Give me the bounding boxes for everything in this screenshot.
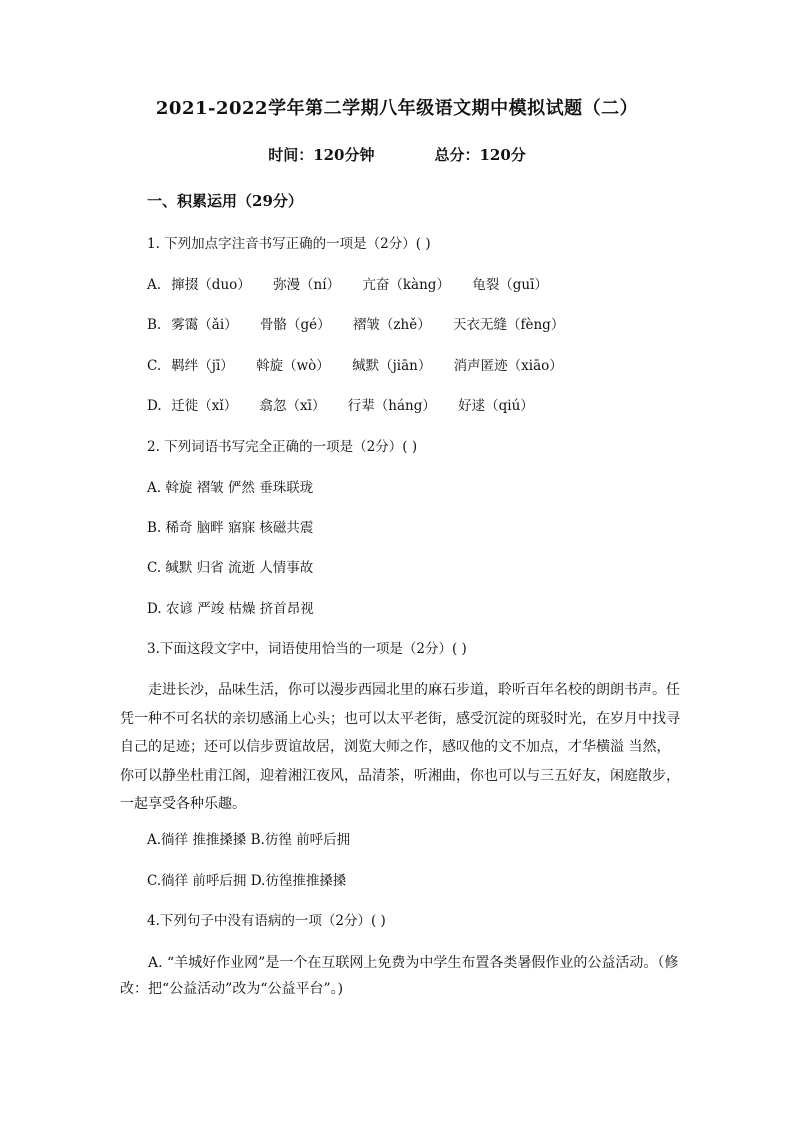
exam-time: 时间：120分钟 xyxy=(268,146,375,164)
option-word: 天衣无缝（fèng） xyxy=(453,317,565,333)
option-word: 骨骼（gé） xyxy=(259,317,331,333)
option-word: 撺掇（duo） xyxy=(171,277,251,293)
option-word: 迁徙（xǐ） xyxy=(171,398,238,414)
exam-score: 总分：120分 xyxy=(434,146,526,164)
q1-option-d xyxy=(147,396,552,416)
q3-option-ab: A.徜徉 推推搡搡 B.彷徨 前呼后拥 xyxy=(147,832,351,848)
q2-option-a: A. 斡旋 褶皱 俨然 垂珠联珑 xyxy=(147,480,314,496)
q1-option-b xyxy=(147,315,582,335)
q1-option-c xyxy=(147,356,581,376)
option-word: 缄默（jiān） xyxy=(352,358,432,374)
q3-stem: 3.下面这段文字中，词语使用恰当的一项是（2分）( ) xyxy=(147,641,467,657)
option-word: 消声匿迹（xiāo） xyxy=(453,358,563,374)
option-label: D. xyxy=(147,398,162,414)
option-label: C. xyxy=(147,358,162,374)
option-word: 羁绊（jī） xyxy=(171,358,234,374)
q4-stem: 4.下列句子中没有语病的一项（2分）( ) xyxy=(147,913,386,929)
option-word: 翕忽（xī） xyxy=(259,398,326,414)
option-word: 斡旋（wò） xyxy=(256,358,330,374)
option-word: 龟裂（guī） xyxy=(472,277,548,293)
q2-option-b: B. 稀奇 脑畔 寤寐 核磁共震 xyxy=(147,520,314,536)
option-word: 好逑（qiú） xyxy=(458,398,534,414)
option-word: 亢奋（kàng） xyxy=(362,277,450,293)
section-heading: 一、积累运用（29分） xyxy=(147,192,303,210)
q4-option-a: A. “羊城好作业网”是一个在互联网上免费为中学生布置各类暑假作业的公益活动。（修改：把“公益活动”改为“公益平台”。) xyxy=(120,955,679,997)
option-label: B. xyxy=(147,317,162,333)
option-word: 弥漫（ní） xyxy=(273,277,341,293)
q1-option-a xyxy=(147,275,566,295)
option-word: 褶皱（zhě） xyxy=(352,317,431,333)
q2-option-c: C. 缄默 归省 流逝 人情事故 xyxy=(147,560,314,576)
option-word: 行辈（háng） xyxy=(347,398,436,414)
q2-option-d: D. 农谚 严竣 枯燥 挤首昂视 xyxy=(147,601,314,617)
exam-meta xyxy=(0,144,794,165)
q2-stem: 2. 下列词语书写完全正确的一项是（2分）( ) xyxy=(147,439,418,455)
q3-option-cd: C.徜徉 前呼后拥 D.彷徨推推搡搡 xyxy=(147,873,347,889)
q3-passage: 走进长沙，品味生活，你可以漫步西园北里的麻石步道，聆听百年名校的朗朗书声。任凭一种不可名状的亲切感涌上心头；也可以太平老街，感受沉淀的斑驳时光，在岁月中找寻自己的足迹；还可以信步贾谊故居，浏览大师之作，感叹他的文不加点，才华横溢 当然，你可以静坐杜甫江阁，迎着湘江夜风，品清茶，听湘曲，你也可以与三五好友，闲庭散步，一起享受各种乐趣。 xyxy=(120,682,680,812)
exam-title: 2021-2022学年第二学期八年级语文期中模拟试题（二） xyxy=(155,98,639,119)
option-word: 雾霭（ǎi） xyxy=(171,317,238,333)
q1-stem: 1. 下列加点字注音书写正确的一项是（2分）( ) xyxy=(147,236,431,252)
option-label: A. xyxy=(147,277,162,293)
